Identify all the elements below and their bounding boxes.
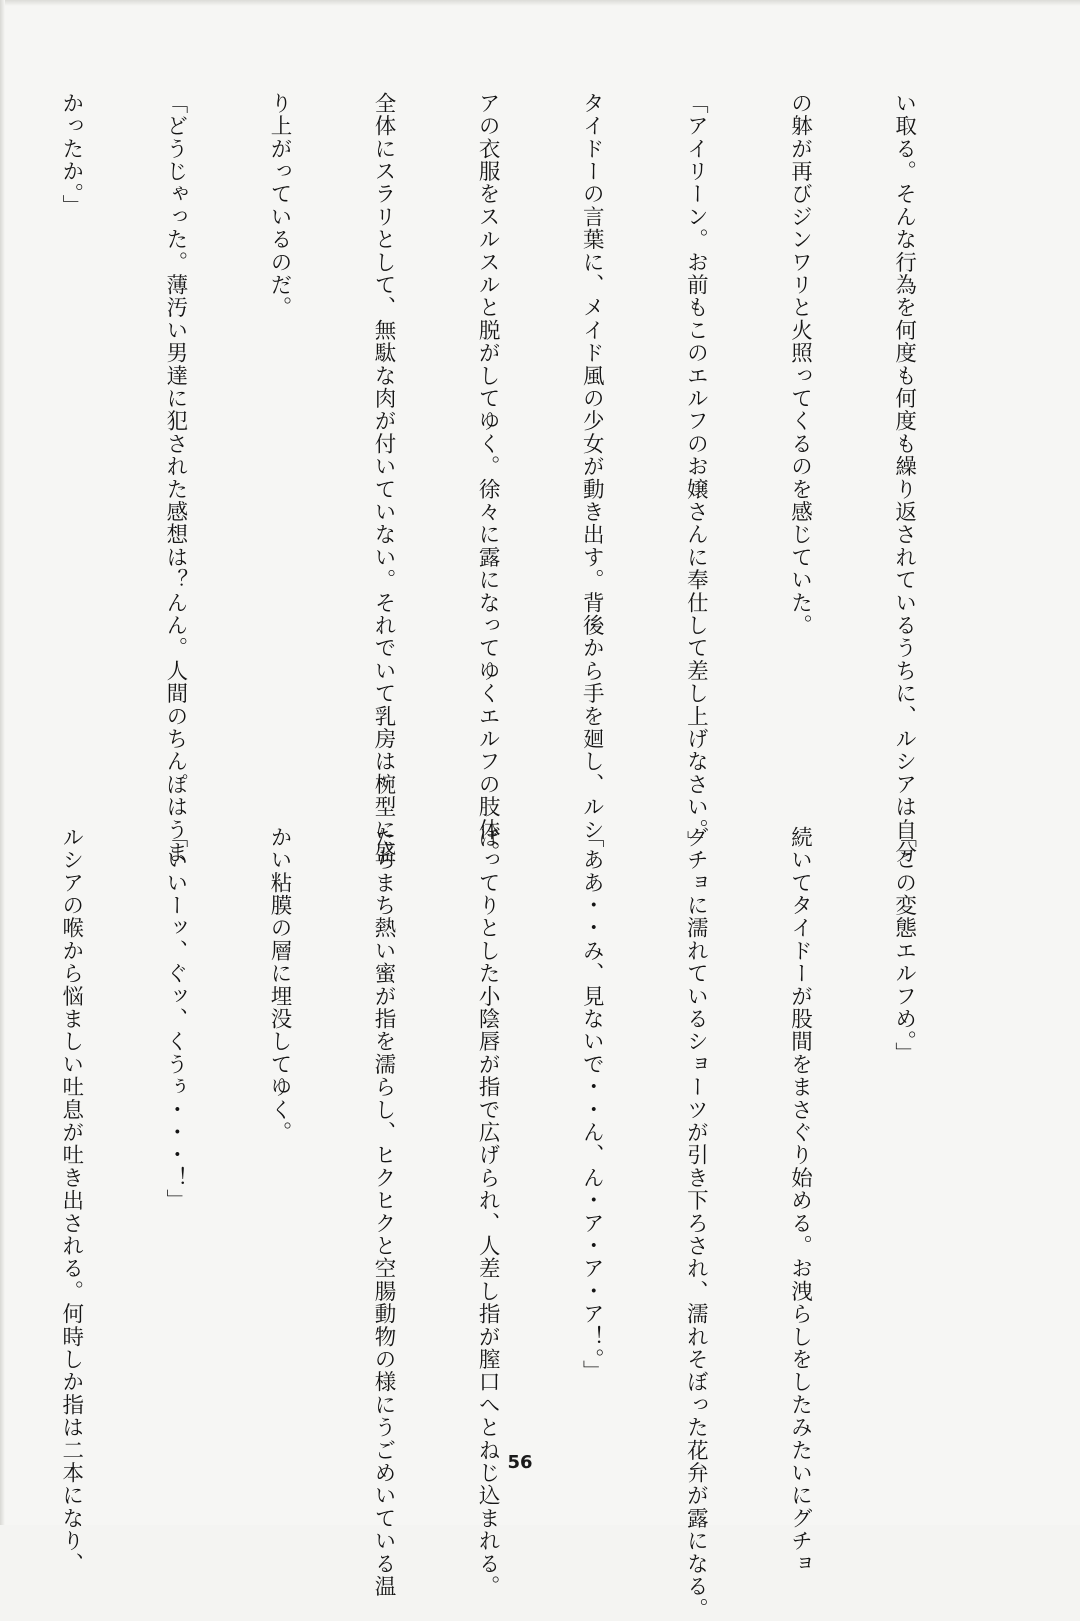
text-line: 「この変態エルフめ。」 <box>891 826 917 1065</box>
text-line: たちまち熱い蜜が指を濡らし、ヒクヒクと空腸動物の様にうごめいている温 <box>371 826 397 1598</box>
text-line: 全体にスラリとして、無駄な肉が付いていない。それでいて乳房は椀型に盛 <box>371 92 397 864</box>
text-line: アの衣服をスルスルと脱がしてゆく。徐々に露になってゆくエルフの肢体。 <box>475 92 501 864</box>
text-line: ルシアの喉から悩ましい吐息が吐き出される。何時しか指は二本になり、 <box>58 826 84 1576</box>
page-number: 56 <box>507 1452 533 1473</box>
text-line: グチョに濡れているショーツが引き下ろされ、濡れそぼった花弁が露になる。 <box>683 826 709 1621</box>
text-line: 「いいーッ、ぐッ、くうぅ・・・！」 <box>162 826 188 1212</box>
text-column-top <box>58 92 990 864</box>
text-line: 「ああ・・み、見ないで・・ん、ん・ア・ア・ア！。」 <box>579 826 605 1383</box>
text-line: かったか。」 <box>58 92 84 218</box>
text-line: ぼってりとした小陰唇が指で広げられ、人差し指が膣口へとねじ込まれる。 <box>475 826 501 1598</box>
text-line: い取る。そんな行為を何度も何度も繰り返されているうちに、ルシアは自分 <box>891 92 917 864</box>
scan-edge-top <box>0 0 1080 6</box>
text-line: り上がっているのだ。 <box>266 92 292 319</box>
text-line: の躰が再びジンワリと火照ってくるのを感じていた。 <box>787 92 813 637</box>
text-line: 「アイリーン。お前もこのエルフのお嬢さんに奉仕して差し上げなさい。」 <box>683 92 709 854</box>
text-line: 続いてタイドーが股間をまさぐり始める。お洩らしをしたみたいにグチョ <box>787 826 813 1576</box>
text-line: かい粘膜の層に埋没してゆく。 <box>266 826 292 1144</box>
text-line: 「どうじゃった。薄汚い男達に犯された感想は？んん。人間のちんぽはうま <box>162 92 188 864</box>
text-line: タイドーの言葉に、メイド風の少女が動き出す。背後から手を廻し、ルシ <box>579 92 605 842</box>
